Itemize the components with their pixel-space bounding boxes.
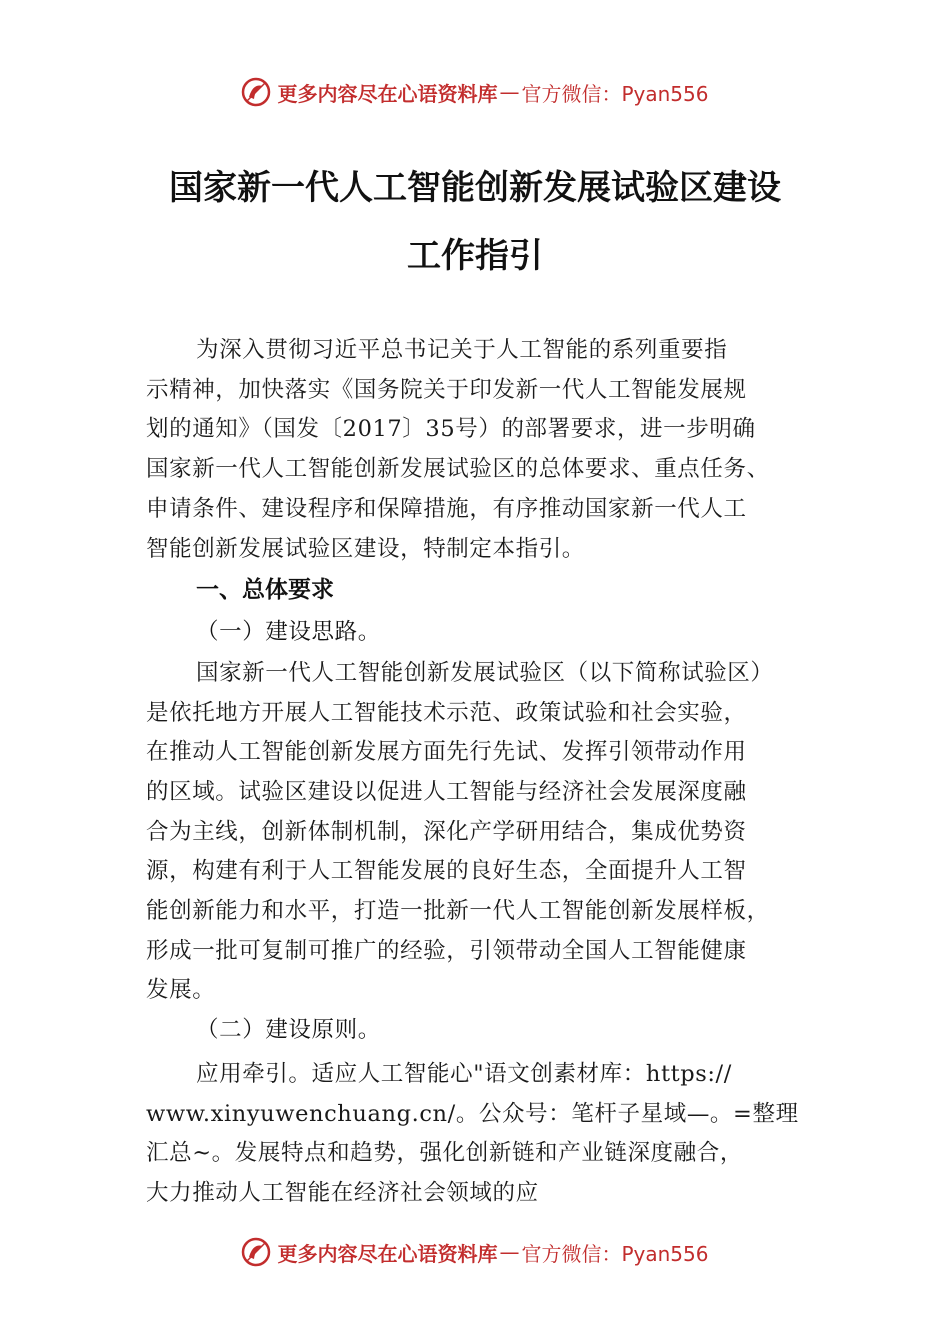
top-banner <box>0 72 950 112</box>
paragraph-line: 形成一批可复制可推广的经验，引领带动全国人工智能健康 <box>146 938 747 964</box>
red-swirl-logo-icon <box>241 1237 271 1267</box>
banner-wechat-text: 官方微信：Pyan556 <box>521 1241 709 1266</box>
paragraph-line: 大力推动人工智能在经济社会领域的应 <box>146 1180 539 1206</box>
paragraph-line: 源，构建有利于人工智能发展的良好生态，全面提升人工智 <box>146 858 747 884</box>
banner-wechat-text: 官方微信：Pyan556 <box>521 81 709 106</box>
subsection-heading: （一）建设思路。 <box>196 619 381 645</box>
subsection-heading: （二）建设原则。 <box>196 1017 381 1043</box>
intro-line: 为深入贯彻习近平总书记关于人工智能的系列重要指 <box>196 337 728 363</box>
document-title-line-1: 国家新一代人工智能创新发展试验区建设 <box>169 168 781 208</box>
paragraph-line: 发展。 <box>146 977 216 1003</box>
banner-separator: — <box>499 80 520 104</box>
bottom-banner <box>0 1232 950 1272</box>
paragraph-line: 应用牵引。适应人工智能心"语文创素材库：https:// <box>196 1061 732 1087</box>
paragraph-line: www.xinyuwenchuang.cn/。公众号：笔杆子星域—。=整理 <box>146 1101 799 1127</box>
intro-line: 国家新一代人工智能创新发展试验区的总体要求、重点任务、 <box>146 456 770 482</box>
document-title-line-2: 工作指引 <box>407 236 543 276</box>
banner-separator: — <box>499 1240 520 1264</box>
intro-line: 智能创新发展试验区建设，特制定本指引。 <box>146 536 585 562</box>
paragraph-line: 能创新能力和水平，打造一批新一代人工智能创新发展样板， <box>146 898 770 924</box>
paragraph-line: 是依托地方开展人工智能技术示范、政策试验和社会实验， <box>146 700 747 726</box>
intro-line: 示精神，加快落实《国务院关于印发新一代人工智能发展规 <box>146 377 747 403</box>
banner-main-text: 更多内容尽在心语资料库 <box>277 81 498 106</box>
paragraph-line: 汇总~。发展特点和趋势，强化创新链和产业链深度融合， <box>146 1140 743 1166</box>
intro-line: 划的通知》（国发〔2017〕35号）的部署要求，进一步明确 <box>146 416 756 442</box>
paragraph-line: 国家新一代人工智能创新发展试验区（以下简称试验区） <box>196 660 774 686</box>
paragraph-line: 的区域。试验区建设以促进人工智能与经济社会发展深度融 <box>146 779 747 805</box>
paragraph-line: 在推动人工智能创新发展方面先行先试、发挥引领带动作用 <box>146 739 747 765</box>
paragraph-line: 合为主线，创新体制机制，深化产学研用结合，集成优势资 <box>146 819 747 845</box>
banner-main-text: 更多内容尽在心语资料库 <box>277 1241 498 1266</box>
section-heading: 一、总体要求 <box>196 577 334 603</box>
intro-line: 申请条件、建设程序和保障措施，有序推动国家新一代人工 <box>146 496 747 522</box>
red-swirl-logo-icon <box>241 77 271 107</box>
